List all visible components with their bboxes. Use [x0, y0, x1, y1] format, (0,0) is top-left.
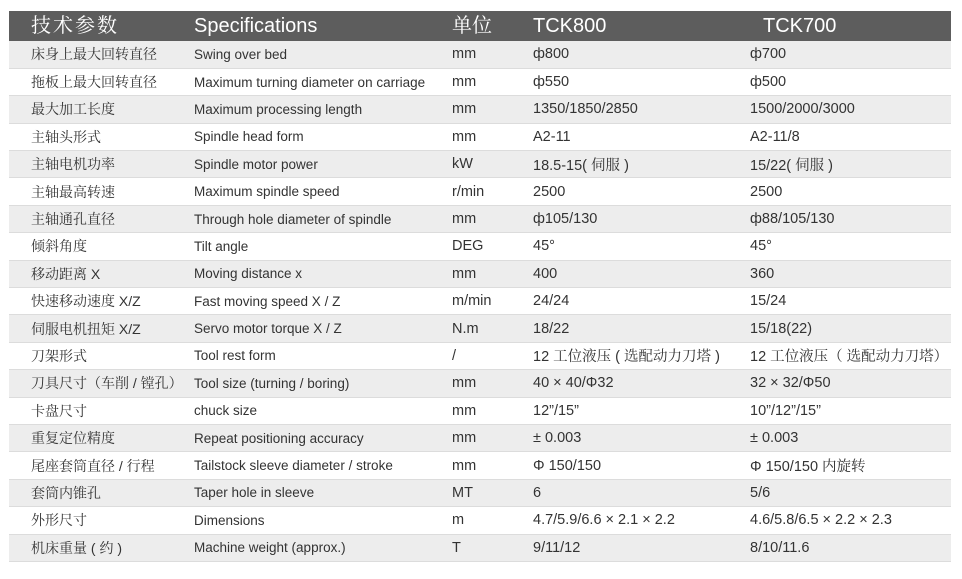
- table-row: [9, 424, 951, 451]
- value-model-b: 32 × 32/Φ50: [749, 370, 951, 397]
- table-row: [9, 315, 951, 342]
- param-unit: MT: [438, 479, 533, 506]
- value-model-a: 6: [533, 479, 749, 506]
- value-model-a: 9/11/12: [533, 534, 749, 561]
- param-name-zh: 主轴电机功率: [9, 151, 184, 178]
- param-name-en: Spindle motor power: [184, 151, 438, 178]
- header-param-zh: 技术参数: [31, 15, 119, 37]
- value-model-b: ф500: [749, 68, 951, 95]
- param-name-zh: 床身上最大回转直径: [9, 41, 184, 68]
- value-model-b: 15/22( 伺服 ): [749, 151, 951, 178]
- value-model-a: ф105/130: [533, 205, 749, 232]
- param-name-en: Swing over bed: [184, 41, 438, 68]
- param-name-en: Tool rest form: [184, 342, 438, 369]
- param-name-en: chuck size: [184, 397, 438, 424]
- table-row: [9, 96, 951, 123]
- header-model-b: TCK700: [763, 15, 837, 37]
- value-model-a: 400: [533, 260, 749, 287]
- param-name-zh: 伺服电机扭矩 X/Z: [9, 315, 184, 342]
- param-name-en: Repeat positioning accuracy: [184, 424, 438, 451]
- param-name-en: Moving distance x: [184, 260, 438, 287]
- value-model-b: 8/10/11.6: [749, 534, 951, 561]
- param-name-zh: 刀具尺寸（车削 / 镗孔）: [9, 370, 184, 397]
- value-model-a: 1350/1850/2850: [533, 96, 749, 123]
- header-unit: 单位: [452, 15, 492, 37]
- param-name-en: Maximum processing length: [184, 96, 438, 123]
- param-name-zh: 最大加工长度: [9, 96, 184, 123]
- value-model-a: 24/24: [533, 288, 749, 315]
- value-model-a: 18/22: [533, 315, 749, 342]
- param-unit: mm: [438, 424, 533, 451]
- value-model-b: 15/18(22): [749, 315, 951, 342]
- table-row: [9, 288, 951, 315]
- param-unit: /: [438, 342, 533, 369]
- param-name-en: Tailstock sleeve diameter / stroke: [184, 452, 438, 479]
- table-row: [9, 41, 951, 68]
- table-row: [9, 342, 951, 369]
- table-row: [9, 534, 951, 561]
- value-model-a: 4.7/5.9/6.6 × 2.1 × 2.2: [533, 507, 749, 534]
- param-name-zh: 尾座套筒直径 / 行程: [9, 452, 184, 479]
- value-model-b: 2500: [749, 178, 951, 205]
- param-unit: T: [438, 534, 533, 561]
- table-header: [9, 11, 951, 41]
- value-model-b: 45°: [749, 233, 951, 260]
- param-name-zh: 外形尺寸: [9, 507, 184, 534]
- param-unit: kW: [438, 151, 533, 178]
- value-model-b: 12 工位液压（ 选配动力刀塔）: [749, 342, 951, 369]
- param-name-en: Through hole diameter of spindle: [184, 205, 438, 232]
- value-model-a: Φ 150/150: [533, 452, 749, 479]
- value-model-b: ± 0.003: [749, 424, 951, 451]
- table-row: [9, 370, 951, 397]
- value-model-b: Φ 150/150 内旋转: [749, 452, 951, 479]
- param-unit: mm: [438, 123, 533, 150]
- param-name-zh: 套筒内锥孔: [9, 479, 184, 506]
- param-unit: mm: [438, 96, 533, 123]
- value-model-b: 5/6: [749, 479, 951, 506]
- header-spec-en: Specifications: [194, 15, 318, 37]
- param-name-zh: 主轴通孔直径: [9, 205, 184, 232]
- table-row: [9, 68, 951, 95]
- param-unit: mm: [438, 452, 533, 479]
- value-model-b: 15/24: [749, 288, 951, 315]
- value-model-b: 4.6/5.8/6.5 × 2.2 × 2.3: [749, 507, 951, 534]
- param-name-en: Maximum spindle speed: [184, 178, 438, 205]
- param-unit: m: [438, 507, 533, 534]
- value-model-a: 45°: [533, 233, 749, 260]
- value-model-a: ф550: [533, 68, 749, 95]
- value-model-b: 1500/2000/3000: [749, 96, 951, 123]
- value-model-a: ± 0.003: [533, 424, 749, 451]
- param-name-zh: 拖板上最大回转直径: [9, 68, 184, 95]
- header-row: [9, 11, 951, 41]
- param-name-en: Servo motor torque X / Z: [184, 315, 438, 342]
- param-name-zh: 卡盘尺寸: [9, 397, 184, 424]
- value-model-a: 12 工位液压 ( 选配动力刀塔 ): [533, 342, 749, 369]
- param-unit: mm: [438, 260, 533, 287]
- table-row: [9, 452, 951, 479]
- value-model-a: ф800: [533, 41, 749, 68]
- table-row: [9, 123, 951, 150]
- value-model-a: 40 × 40/Φ32: [533, 370, 749, 397]
- param-name-zh: 重复定位精度: [9, 424, 184, 451]
- value-model-a: A2-11: [533, 123, 749, 150]
- param-unit: mm: [438, 41, 533, 68]
- param-name-zh: 机床重量 ( 约 ): [9, 534, 184, 561]
- param-name-en: Dimensions: [184, 507, 438, 534]
- param-name-en: Machine weight (approx.): [184, 534, 438, 561]
- table-row: [9, 151, 951, 178]
- param-unit: mm: [438, 370, 533, 397]
- param-name-zh: 移动距离 X: [9, 260, 184, 287]
- param-unit: m/min: [438, 288, 533, 315]
- table-row: [9, 397, 951, 424]
- value-model-a: 18.5-15( 伺服 ): [533, 151, 749, 178]
- value-model-b: 10”/12”/15”: [749, 397, 951, 424]
- param-name-zh: 主轴头形式: [9, 123, 184, 150]
- param-name-zh: 倾斜角度: [9, 233, 184, 260]
- header-model-a: TCK800: [533, 15, 607, 37]
- param-name-zh: 刀架形式: [9, 342, 184, 369]
- param-unit: mm: [438, 68, 533, 95]
- table-row: [9, 178, 951, 205]
- value-model-a: 12”/15”: [533, 397, 749, 424]
- param-unit: mm: [438, 205, 533, 232]
- table-body: [9, 41, 951, 561]
- table-row: [9, 233, 951, 260]
- param-name-en: Tool size (turning / boring): [184, 370, 438, 397]
- param-unit: r/min: [438, 178, 533, 205]
- param-name-en: Tilt angle: [184, 233, 438, 260]
- table-row: [9, 260, 951, 287]
- param-name-en: Spindle head form: [184, 123, 438, 150]
- value-model-b: ф700: [749, 41, 951, 68]
- param-unit: mm: [438, 397, 533, 424]
- value-model-b: 360: [749, 260, 951, 287]
- param-unit: N.m: [438, 315, 533, 342]
- value-model-b: ф88/105/130: [749, 205, 951, 232]
- param-unit: DEG: [438, 233, 533, 260]
- param-name-en: Maximum turning diameter on carriage: [184, 68, 438, 95]
- param-name-en: Fast moving speed X / Z: [184, 288, 438, 315]
- value-model-a: 2500: [533, 178, 749, 205]
- spec-table: [9, 11, 951, 562]
- value-model-b: A2-11/8: [749, 123, 951, 150]
- table-row: [9, 479, 951, 506]
- table-row: [9, 205, 951, 232]
- param-name-zh: 主轴最高转速: [9, 178, 184, 205]
- param-name-zh: 快速移动速度 X/Z: [9, 288, 184, 315]
- param-name-en: Taper hole in sleeve: [184, 479, 438, 506]
- table-row: [9, 507, 951, 534]
